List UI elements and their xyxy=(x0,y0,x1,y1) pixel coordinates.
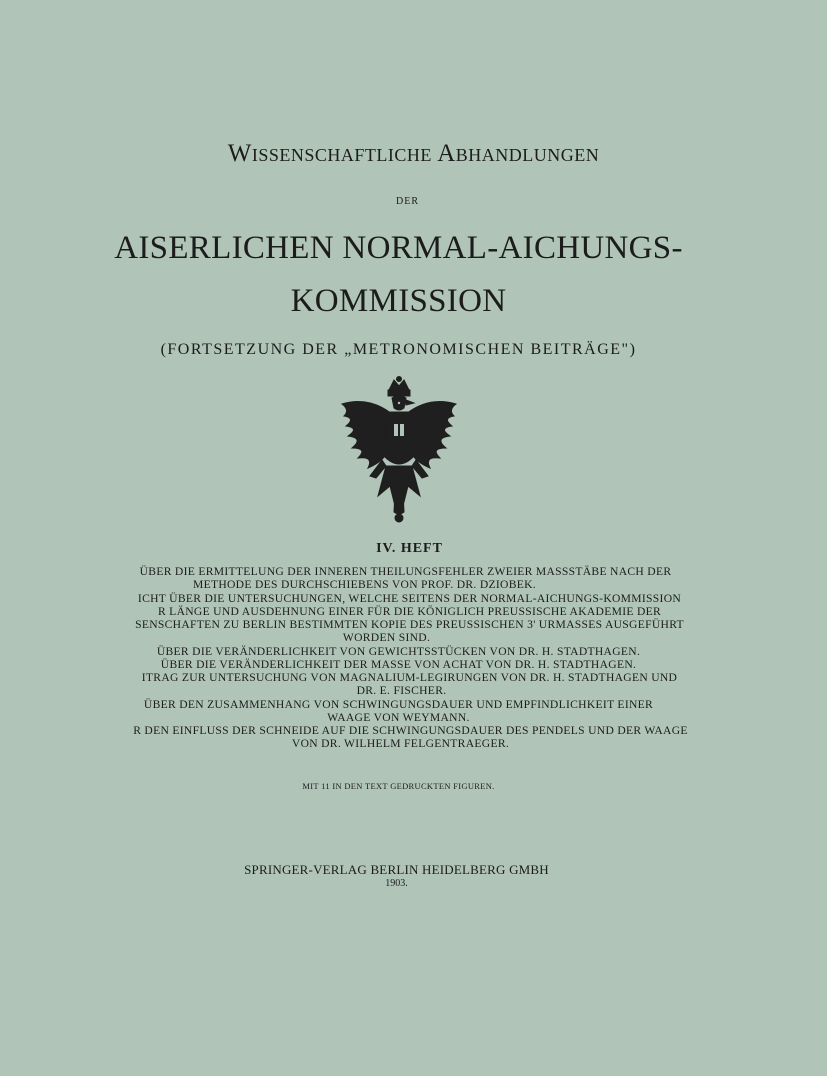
main-title-line1: AISERLICHEN NORMAL-AICHUNGS- xyxy=(114,230,683,266)
heft-label: IV. HEFT xyxy=(376,541,443,556)
series-title: Wissenschaftliche Abhandlungen xyxy=(227,140,600,167)
contents-line: ITRAG ZUR UNTERSUCHUNG VON MAGNALIUM-LEGIRUNGEN VON DR. H. STADTHAGEN UND xyxy=(141,671,678,684)
contents-line: WAAGE VON WEYMANN. xyxy=(327,711,470,724)
imperial-eagle-icon xyxy=(334,376,464,526)
publisher: SPRINGER-VERLAG BERLIN HEIDELBERG GMBH xyxy=(244,862,549,877)
contents-line: ÜBER DIE VERÄNDERLICHKEIT DER MASSE VON ACHAT VON DR. H. STADTHAGEN. xyxy=(160,658,637,671)
contents-line: ICHT ÜBER DIE UNTERSUCHUNGEN, WELCHE SEITENS DER NORMAL-AICHUNGS-KOMMISSION xyxy=(137,592,682,605)
contents-line: ÜBER DIE ERMITTELUNG DER INNEREN THEILUNGSFEHLER ZWEIER MASSSTÄBE NACH DER xyxy=(139,565,672,578)
subtitle: (FORTSETZUNG DER „METRONOMISCHEN BEITRÄGE") xyxy=(160,341,637,358)
contents-line: SENSCHAFTEN ZU BERLIN BESTIMMTEN KOPIE DES PREUSSISCHEN 3' URMASSES AUSGEFÜHRT xyxy=(135,618,684,631)
contents-line: VON DR. WILHELM FELGENTRAEGER. xyxy=(291,737,510,750)
publication-year: 1903. xyxy=(385,878,408,889)
main-title-line2: KOMMISSION xyxy=(290,283,507,319)
contents-line: WORDEN SIND. xyxy=(342,631,431,644)
contents-line: DR. E. FISCHER. xyxy=(356,684,447,697)
contents-line: ÜBER DEN ZUSAMMENHANG VON SCHWINGUNGSDAUER UND EMPFINDLICHKEIT EINER xyxy=(143,698,654,711)
contents-line: R LÄNGE UND AUSDEHNUNG EINER FÜR DIE KÖNIGLICH PREUSSISCHE AKADEMIE DER xyxy=(157,605,662,618)
der-label: DER xyxy=(396,196,419,207)
contents-line: METHODE DES DURCHSCHIEBENS VON PROF. DR. DZIOBEK. xyxy=(192,578,537,591)
contents-line: R DEN EINFLUSS DER SCHNEIDE AUF DIE SCHWINGUNGSDAUER DES PENDELS UND DER WAAGE xyxy=(133,724,688,737)
contents-line: ÜBER DIE VERÄNDERLICHKEIT VON GEWICHTSSTÜCKEN VON DR. H. STADTHAGEN. xyxy=(156,645,641,658)
figures-note: MIT 11 IN DEN TEXT GEDRUCKTEN FIGUREN. xyxy=(302,781,495,791)
